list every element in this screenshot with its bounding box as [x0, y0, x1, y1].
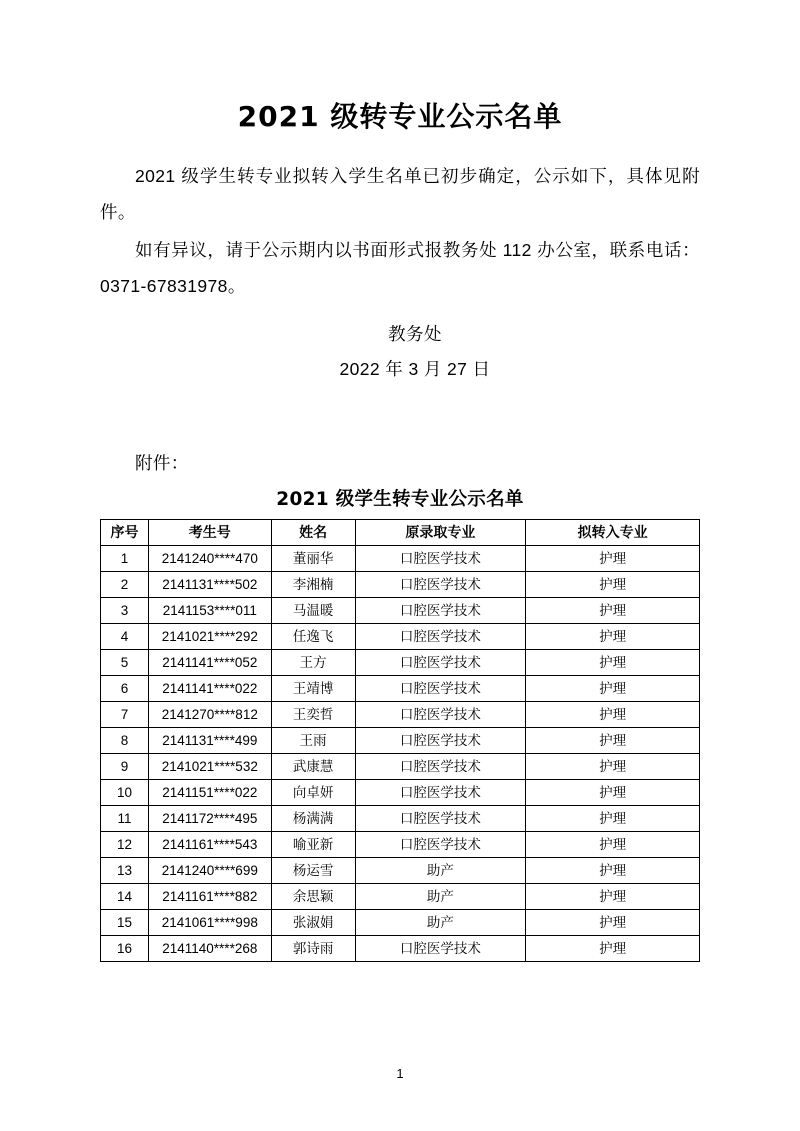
cell-index: 6 — [101, 676, 149, 702]
cell-target-major: 护理 — [526, 728, 700, 754]
cell-target-major: 护理 — [526, 702, 700, 728]
table-row — [101, 884, 700, 910]
cell-index: 13 — [101, 858, 149, 884]
cell-target-major: 护理 — [526, 754, 700, 780]
table-row — [101, 624, 700, 650]
cell-original-major: 助产 — [355, 910, 526, 936]
cell-target-major: 护理 — [526, 936, 700, 962]
cell-index: 2 — [101, 572, 149, 598]
cell-target-major: 护理 — [526, 858, 700, 884]
cell-exam-id: 2141270****812 — [148, 702, 271, 728]
cell-name: 张淑娟 — [271, 910, 355, 936]
cell-index: 3 — [101, 598, 149, 624]
cell-name: 郭诗雨 — [271, 936, 355, 962]
table-row — [101, 754, 700, 780]
cell-target-major: 护理 — [526, 910, 700, 936]
table-row — [101, 572, 700, 598]
table-title: 2021 级学生转专业公示名单 — [276, 489, 524, 511]
table-row — [101, 910, 700, 936]
table-header-row — [101, 520, 700, 546]
cell-original-major: 口腔医学技术 — [355, 832, 526, 858]
cell-exam-id: 2141240****699 — [148, 858, 271, 884]
column-header-exam-id: 考生号 — [148, 520, 271, 546]
cell-index: 14 — [101, 884, 149, 910]
table-row — [101, 936, 700, 962]
cell-index: 4 — [101, 624, 149, 650]
cell-name: 喻亚新 — [271, 832, 355, 858]
cell-original-major: 口腔医学技术 — [355, 650, 526, 676]
cell-target-major: 护理 — [526, 650, 700, 676]
table-body — [101, 546, 700, 962]
cell-target-major: 护理 — [526, 832, 700, 858]
cell-index: 1 — [101, 546, 149, 572]
table-row — [101, 780, 700, 806]
cell-exam-id: 2141021****532 — [148, 754, 271, 780]
cell-original-major: 助产 — [355, 884, 526, 910]
cell-name: 余思颖 — [271, 884, 355, 910]
notice-paragraph-2: 如有异议，请于公示期内以书面形式报教务处 112 办公室，联系电话：0371-67831978。 — [100, 239, 700, 296]
cell-original-major: 口腔医学技术 — [355, 572, 526, 598]
roster-table — [100, 519, 700, 962]
cell-target-major: 护理 — [526, 572, 700, 598]
cell-original-major: 口腔医学技术 — [355, 806, 526, 832]
cell-index: 8 — [101, 728, 149, 754]
table-row — [101, 598, 700, 624]
cell-name: 杨满满 — [271, 806, 355, 832]
cell-exam-id: 2141131****502 — [148, 572, 271, 598]
cell-exam-id: 2141240****470 — [148, 546, 271, 572]
cell-target-major: 护理 — [526, 624, 700, 650]
cell-index: 12 — [101, 832, 149, 858]
cell-name: 杨运雪 — [271, 858, 355, 884]
cell-index: 9 — [101, 754, 149, 780]
cell-original-major: 口腔医学技术 — [355, 598, 526, 624]
table-row — [101, 832, 700, 858]
cell-index: 7 — [101, 702, 149, 728]
cell-target-major: 护理 — [526, 806, 700, 832]
signature-department: 教务处 — [388, 323, 442, 344]
cell-name: 任逸飞 — [271, 624, 355, 650]
cell-original-major: 口腔医学技术 — [355, 780, 526, 806]
cell-index: 10 — [101, 780, 149, 806]
cell-exam-id: 2141172****495 — [148, 806, 271, 832]
cell-exam-id: 2141161****543 — [148, 832, 271, 858]
cell-name: 王靖博 — [271, 676, 355, 702]
cell-index: 5 — [101, 650, 149, 676]
page-number: 1 — [396, 1066, 404, 1081]
cell-name: 王雨 — [271, 728, 355, 754]
cell-exam-id: 2141151****022 — [148, 780, 271, 806]
notice-paragraph-1: 2021 级学生转专业拟转入学生名单已初步确定，公示如下，具体见附件。 — [100, 166, 700, 222]
cell-name: 王奕哲 — [271, 702, 355, 728]
cell-exam-id: 2141140****268 — [148, 936, 271, 962]
cell-index: 16 — [101, 936, 149, 962]
cell-original-major: 口腔医学技术 — [355, 702, 526, 728]
table-row — [101, 858, 700, 884]
cell-target-major: 护理 — [526, 546, 700, 572]
cell-index: 11 — [101, 806, 149, 832]
cell-target-major: 护理 — [526, 884, 700, 910]
cell-target-major: 护理 — [526, 676, 700, 702]
table-row — [101, 650, 700, 676]
column-header-index: 序号 — [101, 520, 149, 546]
cell-exam-id: 2141161****882 — [148, 884, 271, 910]
table-row — [101, 546, 700, 572]
cell-name: 马温暖 — [271, 598, 355, 624]
cell-index: 15 — [101, 910, 149, 936]
cell-original-major: 口腔医学技术 — [355, 754, 526, 780]
attachment-label: 附件： — [135, 453, 189, 474]
column-header-name: 姓名 — [271, 520, 355, 546]
table-row — [101, 806, 700, 832]
cell-name: 武康慧 — [271, 754, 355, 780]
cell-original-major: 口腔医学技术 — [355, 676, 526, 702]
signature-block — [100, 317, 700, 389]
column-header-original-major: 原录取专业 — [355, 520, 526, 546]
cell-exam-id: 2141141****052 — [148, 650, 271, 676]
cell-original-major: 助产 — [355, 858, 526, 884]
cell-original-major: 口腔医学技术 — [355, 936, 526, 962]
signature-date: 2022 年 3 月 27 日 — [339, 359, 491, 380]
cell-exam-id: 2141021****292 — [148, 624, 271, 650]
cell-original-major: 口腔医学技术 — [355, 728, 526, 754]
page-title: 2021 级转专业公示名单 — [237, 100, 563, 133]
cell-original-major: 口腔医学技术 — [355, 546, 526, 572]
cell-original-major: 口腔医学技术 — [355, 624, 526, 650]
cell-name: 王方 — [271, 650, 355, 676]
cell-exam-id: 2141131****499 — [148, 728, 271, 754]
table-row — [101, 728, 700, 754]
table-row — [101, 676, 700, 702]
cell-exam-id: 2141141****022 — [148, 676, 271, 702]
cell-target-major: 护理 — [526, 780, 700, 806]
cell-name: 向卓妍 — [271, 780, 355, 806]
column-header-target-major: 拟转入专业 — [526, 520, 700, 546]
cell-target-major: 护理 — [526, 598, 700, 624]
cell-exam-id: 2141061****998 — [148, 910, 271, 936]
cell-exam-id: 2141153****011 — [148, 598, 271, 624]
cell-name: 董丽华 — [271, 546, 355, 572]
cell-name: 李湘楠 — [271, 572, 355, 598]
table-row — [101, 702, 700, 728]
